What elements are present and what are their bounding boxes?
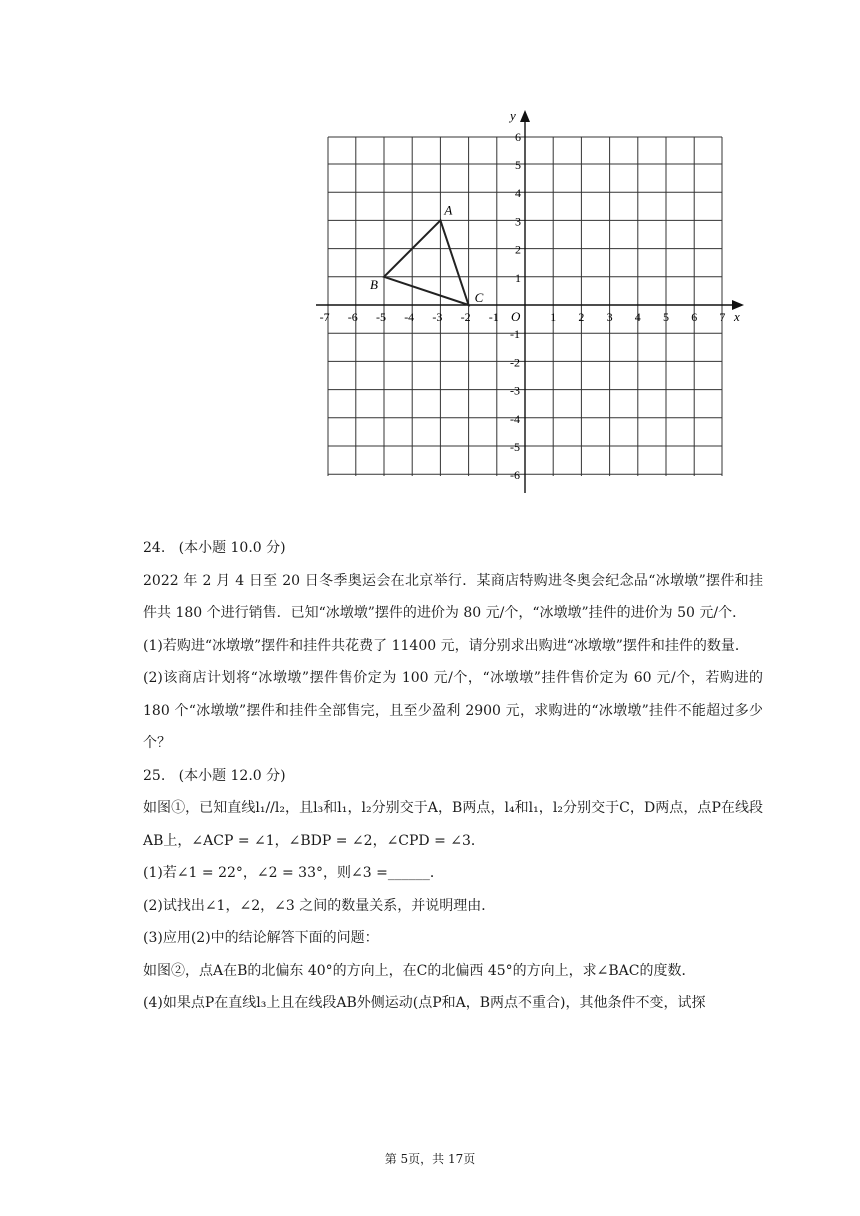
- x-tick-label: 2: [578, 310, 585, 324]
- page-footer: 第 5页，共 17页: [384, 1152, 476, 1166]
- y-tick-label: 5: [515, 158, 521, 172]
- x-tick-label: 4: [634, 310, 641, 324]
- point-label-b: B: [370, 276, 378, 292]
- y-tick-label: 3: [515, 214, 521, 229]
- q25-part3: (3)应用(2)中的结论解答下面的问题：: [143, 930, 379, 946]
- x-tick-label: 7: [719, 310, 726, 324]
- q25-intro: 如图①，已知直线l₁//l₂，且l₃和l₁，l₂分别交于A，B两点，l₄和l₁，l₂分别交于C，D两点，点P在线段AB上，∠ACP = ∠1，∠BDP = ∠2，∠CPD = ∠3．: [143, 800, 763, 849]
- q25-part1: (1)若∠1 = 22°，∠2 = 33°，则∠3 =______．: [143, 865, 444, 881]
- y-tick-labels: [510, 130, 521, 482]
- x-tick-label: 3: [606, 310, 613, 324]
- y-tick-label: -2: [510, 355, 520, 370]
- x-tick-labels: [320, 310, 726, 324]
- x-tick-label: -2: [460, 310, 471, 324]
- question-content: [143, 532, 763, 1020]
- x-tick-label: -7: [319, 310, 330, 324]
- y-axis-arrow: [520, 110, 530, 122]
- x-tick-label: -1: [488, 310, 499, 324]
- q24-part1: (1)若购进“冰墩墩”摆件和挂件共花费了 11400 元，请分别求出购进“冰墩墩”摆件和挂件的数量．: [143, 637, 749, 654]
- y-tick-label: -1: [510, 327, 520, 342]
- q24-part2: (2)该商店计划将“冰墩墩”摆件售价定为 100 元/个，“冰墩墩”挂件售价定为 60 元/个，若购进的 180 个“冰墩墩”摆件和挂件全部售完，且至少盈利 2900 元，求购进的“冰墩墩”挂件不能超过多少个？: [143, 670, 763, 751]
- origin-label: O: [511, 309, 521, 324]
- y-tick-label: 2: [515, 242, 521, 257]
- q25-header: 25. (本小题 12.0 分): [143, 767, 286, 784]
- q24-intro: 2022 年 2 月 4 日至 20 日冬季奥运会在北京举行．某商店特购进冬奥会纪念品“冰墩墩”摆件和挂件共 180 个进行销售．已知“冰墩墩”摆件的进价为 80 元/个，“冰墩墩”挂件的进价为 50 元/个．: [143, 572, 763, 621]
- x-tick-label: -6: [347, 310, 358, 324]
- x-tick-label: 1: [550, 310, 557, 324]
- y-tick-label: -6: [510, 468, 520, 483]
- x-tick-label: 5: [663, 310, 669, 324]
- point-label-c: C: [474, 290, 484, 305]
- point-labels: [370, 202, 484, 305]
- y-tick-label: 6: [515, 129, 521, 144]
- q25-part3-detail: 如图②，点A在B的北偏东 40°的方向上，在C的北偏西 45°的方向上，求∠BAC的度数．: [143, 962, 696, 979]
- x-axis-label: x: [734, 309, 740, 324]
- point-label-a: A: [444, 202, 453, 218]
- axes: [316, 110, 744, 493]
- triangle-abc: [384, 220, 469, 305]
- q24-header: 24. (本小题 10.0 分): [143, 540, 286, 556]
- x-tick-label: -3: [432, 310, 443, 324]
- y-tick-label: -4: [510, 411, 520, 426]
- x-tick-label: 6: [691, 310, 698, 324]
- x-tick-label: -4: [404, 310, 415, 324]
- y-tick-label: -5: [510, 440, 520, 454]
- y-tick-label: 4: [515, 186, 521, 201]
- coordinate-grid-figure: [300, 100, 760, 500]
- y-axis-label: y: [510, 108, 516, 123]
- y-tick-label: 1: [515, 270, 521, 285]
- q25-part4: (4)如果点P在直线l₃上且在线段AB外侧运动(点P和A，B两点不重合)，其他条件不变，试探: [143, 995, 706, 1011]
- y-tick-label: -3: [510, 383, 520, 398]
- x-tick-label: -5: [376, 310, 386, 324]
- q25-part2: (2)试找出∠1，∠2，∠3 之间的数量关系，并说明理由．: [143, 897, 496, 914]
